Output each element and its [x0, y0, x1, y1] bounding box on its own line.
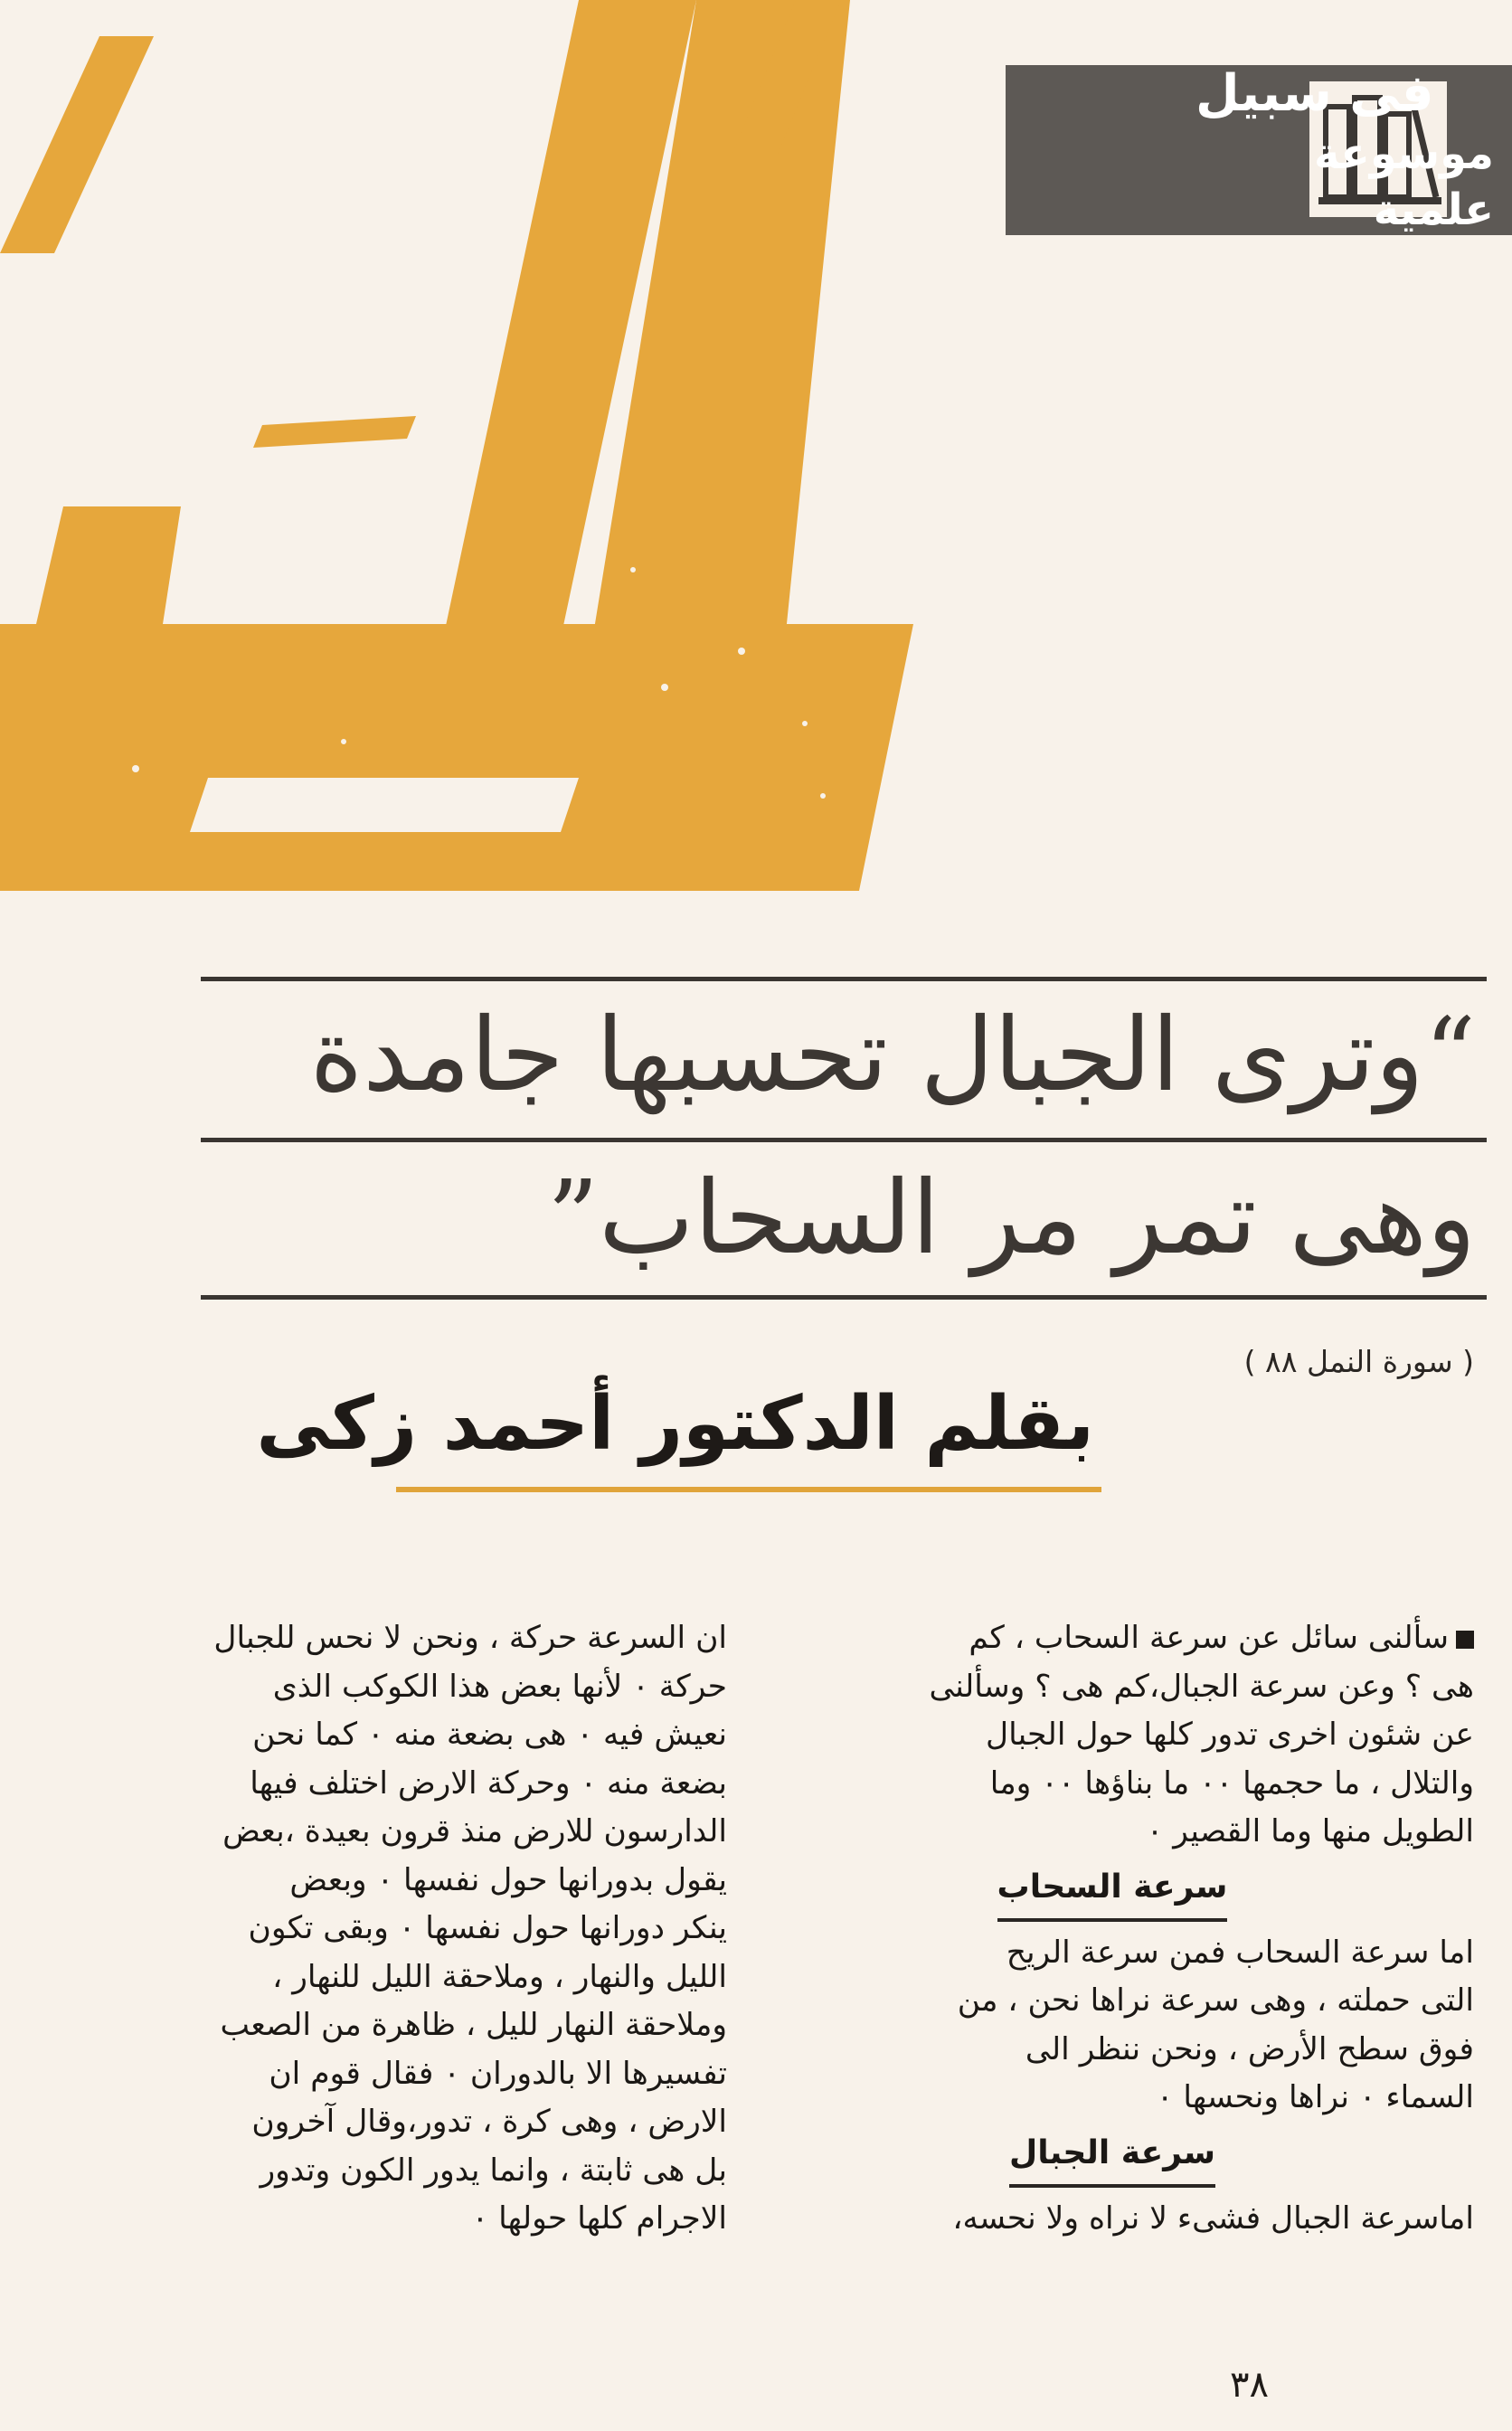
- body-line: حركة ٠ لأنها بعض هذا الكوكب الذى: [272, 1668, 727, 1705]
- title-stroke-thin-left: [0, 36, 154, 253]
- section-heading-cloud-speed: سرعة السحاب: [751, 1860, 1474, 1922]
- quote-source: ( سورة النمل ٨٨ ): [1243, 1344, 1474, 1379]
- body-line: ان السرعة حركة ، ونحن لا نحس للجبال: [213, 1620, 727, 1656]
- body-line: يقول بدورانها حول نفسها ٠ وبعض: [289, 1861, 727, 1898]
- quote-rule-bottom: [201, 1295, 1487, 1300]
- title-stroke-base: [0, 624, 913, 891]
- series-title-line1: فى سبيل: [1195, 64, 1434, 123]
- body-line: والتلال ، ما حجمها ٠٠ ما بناؤها ٠٠ وما: [989, 1764, 1474, 1802]
- series-badge: [1006, 65, 1512, 235]
- title-base-notch: [190, 778, 579, 832]
- quote-rule-top: [201, 977, 1487, 981]
- title-stroke-loop: [36, 506, 181, 624]
- page-number: ٣٨: [1230, 2364, 1269, 2406]
- body-line: الارض ، وهى كرة ، تدور،وقال آخرون: [251, 2104, 727, 2140]
- body-line: سألنى سائل عن سرعة السحاب ، كم: [751, 1614, 1474, 1663]
- quote-line-2: وهى تمر مر السحاب”: [546, 1159, 1476, 1277]
- body-line: نعيش فيه ٠ هى بضعة منه ٠ كما نحن: [252, 1717, 727, 1753]
- section-heading-mountain-speed: سرعة الجبال: [751, 2126, 1474, 2188]
- article-column-left: [13, 1614, 727, 2244]
- series-title-line2: موسوعة علمية: [1313, 128, 1494, 235]
- body-line: الدارسون للارض منذ قرون بعيدة ،بعض: [222, 1813, 727, 1849]
- body-line: الطويل منها وما القصير ٠: [1146, 1813, 1474, 1849]
- body-line: بل هى ثابتة ، وانما يدور الكون وتدور: [260, 2152, 727, 2189]
- body-line: الليل والنهار ، وملاحقة الليل للنهار ،: [272, 1958, 727, 1995]
- body-line: اماسرعة الجبال فشىء لا نراه ولا نحسه،: [952, 2199, 1474, 2237]
- body-line: السماء ٠ نراها ونحسها ٠: [1156, 2079, 1474, 2115]
- quote-rule-middle: [201, 1138, 1487, 1142]
- title-artwork: [0, 0, 1022, 904]
- body-line: الاجرام كلها حولها ٠: [471, 2200, 727, 2237]
- square-bullet-icon: [1456, 1631, 1474, 1649]
- byline-underline: [396, 1487, 1101, 1492]
- article-column-right: [751, 1614, 1474, 2243]
- body-line: ينكر دورانها حول نفسها ٠ وبقى تكون: [248, 1910, 727, 1946]
- body-line: اما سرعة السحاب فمن سرعة الريح: [1006, 1934, 1474, 1971]
- quote-line-1: “وترى الجبال تحسبها جامدة: [309, 997, 1476, 1114]
- body-line: التى حملته ، وهى سرعة نراها نحن ، من: [957, 1982, 1474, 2019]
- body-line: تفسيرها الا بالدوران ٠ فقال قوم ان: [269, 2055, 727, 2092]
- body-line: بضعة منه ٠ وحركة الارض اختلف فيها: [250, 1764, 727, 1802]
- body-line: هى ؟ وعن سرعة الجبال،كم هى ؟ وسألنى: [929, 1668, 1474, 1705]
- title-stroke-dash: [253, 416, 416, 448]
- body-line: وملاحقة النهار لليل ، ظاهرة من الصعب: [220, 2007, 727, 2043]
- body-line: فوق سطح الأرض ، ونحن ننظر الى: [1025, 2030, 1474, 2067]
- author-byline: بقلم الدكتور أحمد زكى: [256, 1381, 1094, 1467]
- body-line: عن شئون اخرى تدور كلها حول الجبال: [986, 1717, 1474, 1753]
